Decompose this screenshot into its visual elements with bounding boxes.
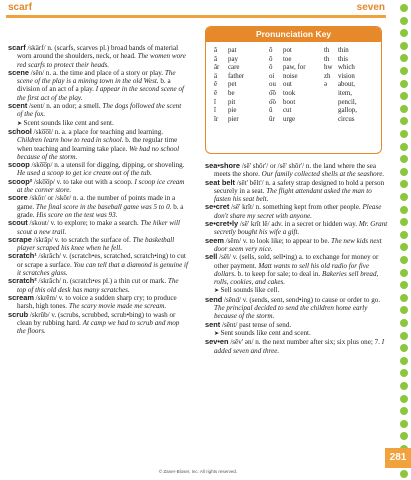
key-word: out [283, 81, 292, 89]
key-symbol: ō [269, 55, 273, 63]
key-cell [214, 107, 269, 116]
key-cell [214, 47, 269, 56]
cross-reference [205, 286, 388, 295]
headword: se•cret•ly [205, 219, 239, 229]
dictionary-entry [205, 179, 388, 204]
example: The scene of the play is a mining town in the old West. [17, 68, 176, 86]
key-word: boot [283, 98, 296, 106]
key-word: thin [338, 47, 349, 54]
key-symbol: ûr [269, 115, 275, 123]
border-dot [400, 420, 408, 428]
key-cell [214, 73, 269, 82]
example: The women wore red scarfs to protect their heads. [17, 52, 186, 69]
definition: /skrŭb/ v. (scrubs, scrubbed, scrub•bing) to wash or clean by rubbing hard. [17, 310, 176, 327]
key-word: cut [283, 107, 292, 115]
example: The final score in the baseball game was 5 to 0. [35, 202, 172, 211]
pronunciation-key-grid [214, 47, 377, 124]
key-cell [324, 116, 382, 125]
headword: scratch² [8, 276, 37, 286]
key-cell [214, 56, 269, 65]
headword: school [8, 126, 32, 136]
key-symbol: ä [214, 72, 218, 80]
key-word: about, [338, 81, 356, 89]
definition: /sko̅o̅p/ n. a utensil for digging, dipping, or shoveling. [29, 161, 185, 170]
definition: b. a grade. [17, 202, 184, 219]
border-dot [400, 306, 408, 314]
headword: scream [8, 292, 34, 302]
border-dot [400, 67, 408, 75]
example: Matt wants to sell his old radio for five dollars. [214, 261, 370, 278]
definition: /sĕl/ v. (sells, sold, sell•ing) a. to exchange for money or other payment. [214, 253, 379, 270]
border-dot [400, 357, 408, 365]
headword: scrub [8, 309, 29, 319]
border-dot [400, 407, 408, 415]
key-cell [214, 116, 269, 125]
key-word: pat [228, 47, 237, 54]
headword: scarf [8, 43, 26, 52]
dictionary-entry [205, 253, 388, 286]
key-symbol: ĕ [214, 81, 218, 89]
definition: /sĕnd/ v. (sends, sent, send•ing) to cause or order to go. [222, 295, 381, 304]
key-cell [324, 107, 382, 116]
definition: /sent/ n. an odor; a smell. [27, 102, 103, 111]
example: At camp we had to scrub and mop the floors. [17, 318, 180, 336]
definition: /sēm/ v. to look like; to appear to be. [223, 236, 332, 245]
border-dot [400, 54, 408, 62]
key-word: father [228, 72, 245, 80]
border-dot [400, 130, 408, 138]
example: The flight attendant asked the man to fasten his seat belt. [214, 186, 372, 204]
definition: /sĕnt/ past tense of send. [220, 320, 292, 329]
guide-word-left: scarf [8, 2, 32, 13]
border-dot [400, 168, 408, 176]
border-dot [400, 117, 408, 125]
example: The scary movie made me scream. [68, 302, 167, 311]
pronunciation-key-title: Pronunciation Key [206, 27, 381, 42]
headword: scene [8, 67, 29, 77]
cross-reference-text: Sell sounds like cell. [220, 286, 280, 295]
arrow-icon: ➤ [214, 288, 221, 295]
dictionary-entry [8, 102, 188, 119]
key-word: care [228, 64, 240, 72]
border-dot [400, 155, 408, 163]
definition: /sēn/ n. a. the time and place of a story or play. [28, 68, 165, 77]
key-cell [324, 90, 382, 99]
headword: scoop² [8, 176, 33, 186]
key-symbol: hw [324, 64, 333, 72]
cross-reference-text: Scent sounds like cent and sent. [23, 118, 114, 127]
key-cell [214, 90, 269, 99]
key-cell [324, 81, 382, 90]
example: The new kids next door seem very nice. [214, 236, 382, 253]
key-cell [269, 73, 324, 82]
dictionary-entry [205, 338, 388, 355]
example: I added seven and three. [214, 338, 385, 355]
key-word: pie [228, 107, 237, 115]
dictionary-entry [205, 296, 388, 321]
key-word: gallop, [338, 107, 357, 115]
dictionary-entry [8, 311, 188, 336]
key-word: vision [338, 72, 355, 80]
key-word: which [338, 64, 355, 72]
key-cell [269, 107, 324, 116]
dictionary-entry [8, 294, 188, 311]
dictionary-entry [8, 236, 188, 253]
dictionary-entry [8, 69, 188, 102]
dictionary-entry [205, 237, 388, 254]
headword: seem [205, 235, 224, 245]
example: Mr. Grant secretly bought his wife a gift. [214, 220, 388, 237]
key-cell [324, 56, 382, 65]
key-cell [324, 99, 382, 108]
key-symbol: ou [269, 81, 276, 89]
definition: /sē' krĭt lē/ adv. in a secret or hidden way. [238, 220, 359, 229]
definition: /skrăch/ v. (scratch•es, scratched, scratch•ing) to cut or scrape a surface. [17, 252, 186, 269]
key-word: pit [228, 98, 236, 106]
key-symbol: ĭ [214, 98, 216, 106]
key-symbol: th [324, 47, 330, 54]
definition: /sēt' bĕlt'/ n. a safety strap designed to hold a person securely in a seat. [214, 178, 385, 195]
definition: /sĕv' ən/ n. the next number after six; six plus one; 7. [228, 338, 382, 347]
key-word: pot [283, 47, 292, 54]
key-symbol: ŭ [269, 107, 273, 115]
arrow-icon: ➤ [214, 330, 221, 337]
key-symbol: oi [269, 72, 275, 80]
example: He used a scoop to get ice cream out of the tub. [17, 169, 152, 178]
border-dot [400, 369, 408, 377]
dictionary-entry [8, 178, 188, 195]
dictionary-entry [205, 162, 388, 179]
example: The basketball player scraped his knee when he fell. [17, 235, 175, 253]
key-symbol: ē [214, 89, 218, 97]
definition: /sē' shôr'/ or /sē' shōr'/ n. the land where the sea meets the shore. [214, 162, 376, 179]
dictionary-entry [8, 161, 188, 178]
border-dot [400, 29, 408, 37]
dictionary-entry [8, 277, 188, 294]
key-symbol: ŏ [269, 47, 273, 54]
border-dot [400, 294, 408, 302]
example: Please don't share my secret with anyone. [214, 203, 382, 220]
example: Children learn how to read in school. [17, 136, 124, 145]
key-word: pencil, [338, 98, 357, 106]
key-symbol: ā [214, 55, 218, 63]
key-cell [214, 99, 269, 108]
example: I appear in the second scene of the first act of the play. [17, 85, 184, 102]
dot-border [397, 0, 411, 480]
border-dot [400, 180, 408, 188]
key-symbol: zh [324, 72, 331, 80]
key-cell [214, 64, 269, 73]
dictionary-entry [205, 321, 388, 329]
key-word: item, [338, 89, 352, 97]
headword: sell [205, 252, 218, 262]
border-dot [400, 143, 408, 151]
key-symbol: âr [214, 64, 220, 72]
dictionary-entry [8, 44, 188, 69]
headword: scent [8, 101, 28, 111]
key-cell [324, 47, 382, 56]
border-dot [400, 92, 408, 100]
border-dot [400, 4, 408, 12]
example: The hiker will scout a new trail. [17, 219, 180, 236]
headword: seat belt [205, 177, 235, 187]
example: The dogs followed the scent of the fox. [17, 102, 182, 119]
key-cell [269, 99, 324, 108]
key-cell [269, 56, 324, 65]
border-dot [400, 193, 408, 201]
key-symbol: th [324, 55, 330, 63]
example: The top of this old desk has many scratches. [17, 277, 179, 294]
headword: sea•shore [205, 161, 241, 170]
key-symbol: ô [269, 64, 273, 72]
key-cell [324, 64, 382, 73]
border-dot [400, 382, 408, 390]
key-cell [269, 90, 324, 99]
arrow-icon: ➤ [17, 120, 24, 127]
definition: /sē' krĭt/ n. something kept from other people. [229, 203, 363, 212]
key-cell [324, 73, 382, 82]
definition: /skrāp/ v. to scratch the surface of. [31, 235, 133, 244]
border-dot [400, 42, 408, 50]
headword: score [8, 193, 28, 203]
border-dot [400, 470, 408, 478]
key-word: be [228, 89, 235, 97]
cross-reference [8, 119, 188, 128]
headword: se•cret [205, 202, 230, 212]
definition: b. the regular time when teaching and learning take place. [17, 136, 178, 153]
key-word: took [283, 89, 296, 97]
key-word: circus [338, 115, 355, 123]
key-word: this [338, 55, 348, 63]
key-cell [269, 81, 324, 90]
key-word: pay [228, 55, 238, 63]
dictionary-entry [205, 220, 388, 237]
key-word: pier [228, 115, 239, 123]
key-word: pet [228, 81, 237, 89]
guide-word-right: seven [356, 2, 385, 13]
example: You can tell that a diamond is genuine if it scratches glass. [17, 260, 188, 278]
example: I scoop ice cream at the corner store. [17, 177, 185, 195]
key-symbol: ă [214, 47, 218, 54]
key-cell [269, 47, 324, 56]
example: His score on the test was 93. [36, 210, 118, 219]
border-dot [400, 256, 408, 264]
key-symbol: ī [214, 107, 216, 115]
border-dot [400, 80, 408, 88]
key-cell [269, 116, 324, 125]
dictionary-entry [8, 252, 188, 277]
border-dot [400, 206, 408, 214]
key-symbol: ə [324, 81, 328, 89]
cross-reference-text: Sent sounds like cent and scent. [220, 328, 311, 337]
example: Our family collected shells at the seashore. [261, 170, 385, 179]
border-dot [400, 395, 408, 403]
key-cell [269, 64, 324, 73]
key-word: noise [283, 72, 298, 80]
definition: /skrēm/ v. to voice a sudden sharp cry; to produce harsh, high tones. [17, 293, 177, 311]
key-word: paw, for [283, 64, 306, 72]
border-dot [400, 269, 408, 277]
border-dot [400, 218, 408, 226]
headword: scrape [8, 234, 32, 244]
example: We had no school because of the storm. [17, 144, 180, 161]
key-symbol: o͝o [269, 89, 276, 97]
key-symbol: o͞o [269, 98, 276, 106]
dictionary-entry [8, 194, 188, 219]
headword: scratch¹ [8, 251, 37, 261]
dictionary-entry [205, 203, 388, 220]
header-rule [6, 15, 386, 18]
border-dot [400, 332, 408, 340]
border-dot [400, 344, 408, 352]
right-column [205, 162, 388, 355]
headword: scout [8, 218, 28, 228]
border-dot [400, 105, 408, 113]
definition: /skout/ v. to explore; to make a search. [27, 219, 141, 228]
headword: send [205, 294, 223, 304]
border-dot [400, 17, 408, 25]
key-word: toe [283, 55, 292, 63]
dictionary-entry [8, 219, 188, 236]
dictionary-entry [8, 128, 188, 161]
key-word: urge [283, 115, 296, 123]
border-dot [400, 432, 408, 440]
key-cell [214, 81, 269, 90]
headword: scoop [8, 160, 30, 170]
headword: sev•en [205, 337, 229, 347]
copyright: © Zaner-Bloser, Inc. All rights reserved. [158, 469, 238, 474]
left-column [8, 44, 188, 335]
definition: /skärf/ n. (scarfs, scarves pl.) broad bands of material worn around the shoulders, neck, or head. [17, 44, 179, 61]
border-dot [400, 319, 408, 327]
definition: b. a division of an act of a play. [17, 77, 171, 94]
border-dot [400, 281, 408, 289]
definition: /sko̅o̅p/ v. to take out with a scoop. [32, 177, 135, 186]
headword: sent [205, 319, 221, 329]
cross-reference [205, 329, 388, 338]
example: Bakeries sell bread, rolls, cookies, and cakes. [214, 269, 379, 287]
border-dot [400, 231, 408, 239]
definition: /sko̅o̅l/ n. a. a place for teaching and learning. [31, 127, 164, 136]
example: The principal decided to send the children home early because of the storm. [214, 304, 368, 321]
definition: /skrăch/ n. (scratch•es pl.) a thin cut or mark. [36, 277, 168, 286]
page-number: 281 [385, 448, 411, 468]
key-symbol: îr [214, 115, 219, 123]
pronunciation-key-box [205, 26, 382, 154]
definition: b. to keep for sale; to deal in. [235, 269, 322, 278]
border-dot [400, 243, 408, 251]
definition: /skôr/ or /skōr/ n. a. the number of points made in a game. [17, 194, 176, 211]
